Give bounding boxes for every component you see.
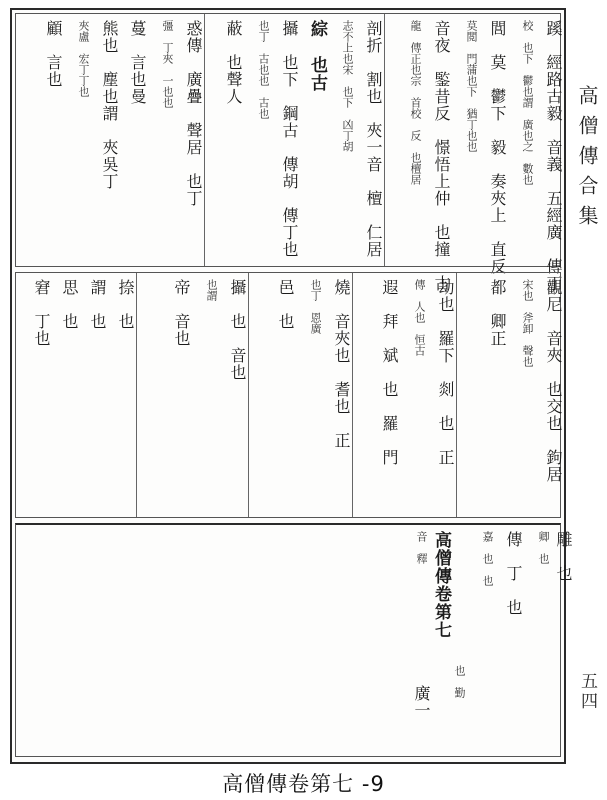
column-divider (136, 273, 137, 517)
text-column: 帝 音也 (172, 279, 191, 347)
top-register (15, 13, 563, 292)
annotation-column: 傳 人也 恒古 (413, 279, 426, 356)
column-divider (248, 273, 249, 517)
annotation-column: 卿 也 (537, 531, 550, 564)
text-column: 綜 也古 (307, 20, 327, 92)
column-divider (204, 14, 205, 266)
text-column: 攝 也下 鋼古 傳胡 傳丁也 (280, 20, 299, 258)
text-column: 傳 丁 也 (504, 531, 523, 616)
collection-title: 高僧傳合集 (575, 85, 599, 235)
text-column: 窘 丁也 (32, 279, 51, 347)
fascicle-title: 高僧傳卷第七 (431, 531, 451, 639)
annotation-column: 校 也下 鬱也謂 廣也之 數也 (521, 20, 534, 185)
scripture-page-frame (10, 8, 573, 764)
text-column: 觀尼 音夾 也交也 鉤居 (544, 279, 563, 483)
text-column: 惑傳 廣疊 聲居 也丁 (184, 20, 203, 207)
column-divider (456, 273, 457, 517)
text-column: 蹊 經路古毅 音義 五經廣 傳丁 (544, 20, 563, 292)
column-divider (384, 14, 385, 266)
annotation-column: 也丁 古也也 古也 (257, 20, 270, 119)
text-column: 燒 音夾也 耆也 正 (332, 279, 351, 449)
text-column: 遐 拜 斌 也 羅 門 (380, 279, 399, 466)
annotation-column: 夾盧 宏丁丁也 (77, 20, 90, 97)
text-column: 閭 莫 鬱下 毅 奏夾上 直反 (488, 20, 507, 275)
text-column: 都 卿正 (488, 279, 507, 347)
annotation-column: 也丁 恩廣 (309, 279, 322, 334)
annotation-column: 莫閲 門蒲也下 猶丁也也 (465, 20, 478, 152)
text-column: 顧 言也 (44, 20, 63, 88)
column-divider (352, 273, 353, 517)
text-column: 剖折 割也 夾一音 檀 仁居 (364, 20, 383, 258)
annotation-column: 龍 傳正也宗 首校 反 也檀居 (409, 20, 422, 185)
annotation-column: 志不上也宋 也下 凶丁胡 (341, 20, 354, 152)
page-caption: 高僧傳卷第七 -9 (222, 772, 385, 796)
text-column: 捺 也 (116, 279, 135, 330)
text-column: 蔽 也聲人 (224, 20, 243, 105)
text-column: 攝 也 音也 (228, 279, 247, 381)
bottom-register (15, 523, 573, 757)
annotation-column: 音 釋 (415, 531, 428, 564)
middle-register (15, 272, 561, 518)
text-column: 謂 也 (88, 279, 107, 330)
text-column: 音夜 鍳昔反 憬悟上仲 也撞 古 (432, 20, 451, 292)
annotation-column: 彊 丁夾 一也也 (161, 20, 174, 108)
annotation-column: 也謂 (205, 279, 218, 301)
end-mark: 廣一 (412, 685, 431, 719)
annotation-column: 嘉 也 也 (481, 531, 494, 586)
text-column: 思 也 (60, 279, 79, 330)
text-column: 雕 也 (554, 531, 573, 582)
text-column: 蔓 言也曼 (128, 20, 147, 105)
text-column: 熊也 塵也謂 夾吳丁 (100, 20, 119, 190)
text-column: 邑 也 (276, 279, 295, 330)
annotation-column: 宋也 斧卸 聲也 (521, 279, 534, 367)
annotation-column: 也 勤 (453, 665, 466, 698)
page-number: 五四 (577, 672, 597, 712)
text-column: 劫也 羅下 剡 也 正 (436, 279, 455, 466)
